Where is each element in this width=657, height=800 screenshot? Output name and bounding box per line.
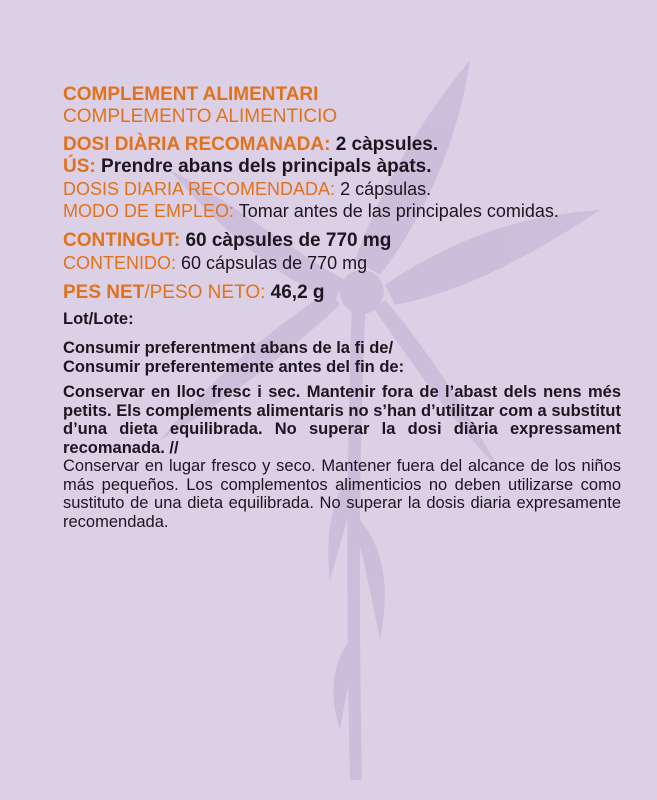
dose-catalan-label: DOSI DIÀRIA RECOMANADA:	[63, 134, 331, 155]
net-weight-separator: /	[144, 282, 150, 303]
dose-spanish	[63, 178, 621, 200]
content-catalan-label: CONTINGUT:	[63, 230, 181, 251]
net-weight-value: 46,2 g	[270, 282, 325, 303]
use-spanish-value: Tomar antes de las principales comidas.	[238, 201, 559, 221]
title-catalan: COMPLEMENT ALIMENTARI	[63, 84, 319, 105]
content-spanish-value: 60 cápsulas de 770 mg	[181, 253, 368, 273]
lot-label: Lot/Lote:	[63, 310, 134, 328]
dose-spanish-value: 2 cápsulas.	[340, 179, 432, 199]
dose-catalan-value: 2 càpsules.	[335, 134, 439, 155]
use-catalan-label: ÚS:	[63, 156, 96, 177]
content-catalan	[63, 230, 621, 252]
warning-spanish: Conservar en lugar fresco y seco. Mantener fuera del alcance de los niños más pequeños. Los complementos alimenticios no deben utilizarse como sustituto de una dieta equilibrada. No superar la dosis diaria expresamente recomendada.	[63, 457, 621, 531]
net-weight	[63, 282, 621, 304]
use-catalan-value: Prendre abans dels principals àpats.	[101, 156, 432, 177]
use-spanish	[63, 200, 621, 222]
content-spanish	[63, 252, 621, 274]
warning-catalan: Conservar en lloc fresc i sec. Mantenir fora de l’abast dels nens més petits. Els complements alimentaris no s’han d’utilitzar com a substitut d’una dieta equilibrada. No superar la dosi diària expressament recomanada. //	[63, 383, 621, 457]
use-spanish-label: MODO DE EMPLEO:	[63, 201, 235, 221]
content-spanish-label: CONTENIDO:	[63, 253, 177, 273]
best-before-spanish: Consumir preferentemente antes del fin de:	[63, 358, 405, 376]
label-text-block	[63, 84, 621, 531]
use-catalan	[63, 156, 621, 178]
best-before-catalan: Consumir preferentment abans de la fi de/	[63, 339, 394, 357]
dose-spanish-label: DOSIS DIARIA RECOMENDADA:	[63, 179, 336, 199]
net-weight-catalan-label: PES NET	[63, 282, 145, 303]
title-spanish: COMPLEMENTO ALIMENTICIO	[63, 106, 338, 127]
content-catalan-value: 60 càpsules de 770 mg	[185, 230, 392, 251]
dose-catalan	[63, 134, 621, 156]
net-weight-spanish-label: PESO NETO:	[149, 282, 266, 303]
